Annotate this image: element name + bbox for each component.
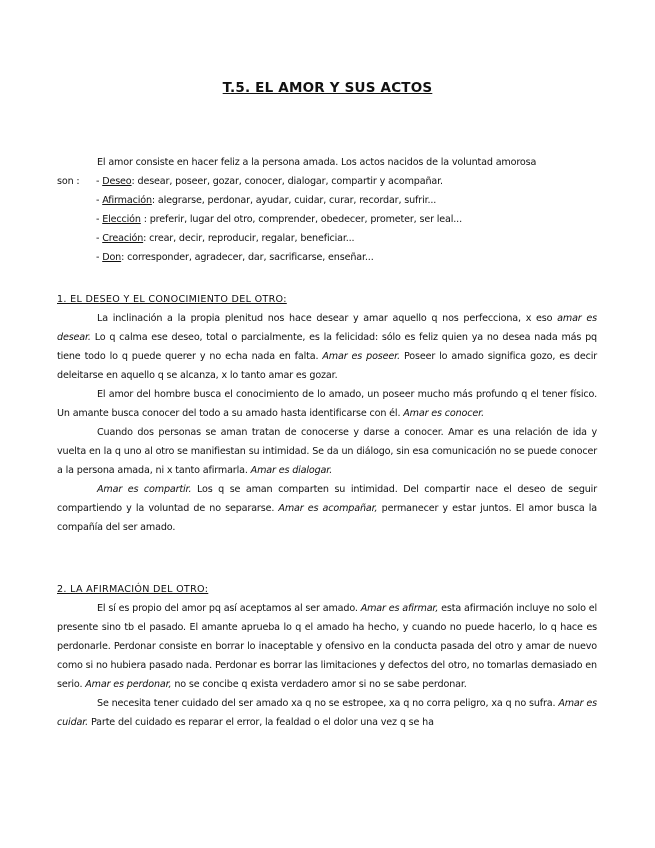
paragraph: El sí es propio del amor pq así aceptamos al ser amado. Amar es afirmar, esta afirmación incluye no solo el presente sino tb el pasado. El amante aprueba lo q el amado ha hecho, y cuando no puede hacerlo, lo q hace es perdonarle. Perdonar consiste en borrar lo inaceptable y ofensivo en la conducta pasada del otro y amar de nuevo como si no hubiera pasado nada. Perdonar es borrar las limitaciones y defectos del otro, no tomarlas demasiado en serio. Amar es perdonar, no se concibe q exista verdadero amor si no se sabe perdonar. bbox=[57, 603, 597, 690]
act-term: Don bbox=[102, 252, 122, 263]
key-phrase: Amar es dialogar. bbox=[250, 465, 333, 476]
act-desc: crear, decir, reproducir, regalar, beneficiar... bbox=[149, 233, 355, 244]
page-title: T.5. EL AMOR Y SUS ACTOS bbox=[222, 80, 433, 96]
acts-list-block bbox=[57, 172, 597, 191]
key-phrase: Amar es acompañar, bbox=[278, 503, 378, 514]
key-phrase: Amar es poseer. bbox=[322, 351, 400, 362]
act-desc: alegrarse, perdonar, ayudar, cuidar, curar, recordar, sufrir... bbox=[157, 195, 437, 206]
key-phrase: Amar es afirmar, bbox=[360, 603, 439, 614]
act-item-deseo: - Deseo: desear, poseer, gozar, conocer, dialogar, compartir y acompañar. bbox=[96, 176, 443, 187]
paragraph: Se necesita tener cuidado del ser amado xa q no se estropee, xa q no corra peligro, xa q no sufra. Amar es cuidar. Parte del cuidado es reparar el error, la fealdad o el dolor una vez q se ha bbox=[57, 698, 597, 728]
act-desc: desear, poseer, gozar, conocer, dialogar, compartir y acompañar. bbox=[137, 176, 443, 187]
act-term: Creación bbox=[102, 233, 144, 244]
act-item-afirmacion: - Afirmación: alegrarse, perdonar, ayudar, cuidar, curar, recordar, sufrir... bbox=[96, 195, 437, 206]
act-item-creacion: - Creación: crear, decir, reproducir, regalar, beneficiar... bbox=[96, 233, 355, 244]
paragraph: Cuando dos personas se aman tratan de conocerse y darse a conocer. Amar es una relación de ida y vuelta en la q uno al otro se manifiestan su intimidad. Se da un diálogo, sin esa comunicación no se puede conocer a la persona amada, ni x tanto afirmarla. Amar es dialogar. bbox=[57, 427, 597, 476]
key-phrase: Amar es compartir. bbox=[97, 484, 192, 495]
act-desc: corresponder, agradecer, dar, sacrificarse, enseñar... bbox=[127, 252, 374, 263]
section-afirmacion bbox=[57, 580, 597, 732]
paragraph: La inclinación a la propia plenitud nos hace desear y amar aquello q nos perfecciona, x eso amar es desear. Lo q calma ese deseo, total o parcialmente, es la felicidad: sólo es feliz quien ya no desea nada más pq tiene todo lo q puede querer y no echa nada en falta. Amar es poseer. Poseer lo amado significa gozo, es decir deleitarse en aquello q se alcanza, x lo tanto amar es gozar. bbox=[57, 313, 598, 381]
key-phrase: Amar es cuidar. bbox=[57, 698, 597, 728]
key-phrase: Amar es conocer. bbox=[403, 408, 484, 419]
intro-text: El amor consiste en hacer feliz a la persona amada. Los actos nacidos de la voluntad amorosa bbox=[97, 157, 537, 168]
act-desc: preferir, lugar del otro, comprender, obedecer, prometer, ser leal... bbox=[149, 214, 462, 225]
section-deseo bbox=[57, 290, 597, 537]
section-heading: 1. EL DESEO Y EL CONOCIMIENTO DEL OTRO: bbox=[57, 294, 287, 305]
intro-block bbox=[57, 153, 597, 267]
act-item-don: - Don: corresponder, agradecer, dar, sacrificarse, enseñar... bbox=[96, 252, 374, 263]
act-item-eleccion: - Elección : preferir, lugar del otro, comprender, obedecer, prometer, ser leal... bbox=[96, 214, 462, 225]
son-label: son : bbox=[57, 176, 80, 187]
paragraph: Amar es compartir. Los q se aman comparten su intimidad. Del compartir nace el deseo de seguir compartiendo y la voluntad de no separarse. Amar es acompañar, permanecer y estar juntos. El amor busca la compañía del ser amado. bbox=[57, 484, 597, 533]
key-phrase: Amar es perdonar, bbox=[85, 679, 172, 690]
key-phrase: amar es desear. bbox=[57, 313, 597, 343]
acts-list bbox=[57, 191, 597, 267]
paragraph: El amor del hombre busca el conocimiento de lo amado, un poseer mucho más profundo q el tener físico. Un amante busca conocer del todo a su amado hasta identificarse con él. Amar es conocer. bbox=[57, 389, 597, 419]
act-term: Elección bbox=[102, 214, 141, 225]
act-term: Afirmación bbox=[102, 195, 152, 206]
section-heading: 2. LA AFIRMACIÓN DEL OTRO: bbox=[57, 584, 209, 595]
act-term: Deseo bbox=[102, 176, 132, 187]
